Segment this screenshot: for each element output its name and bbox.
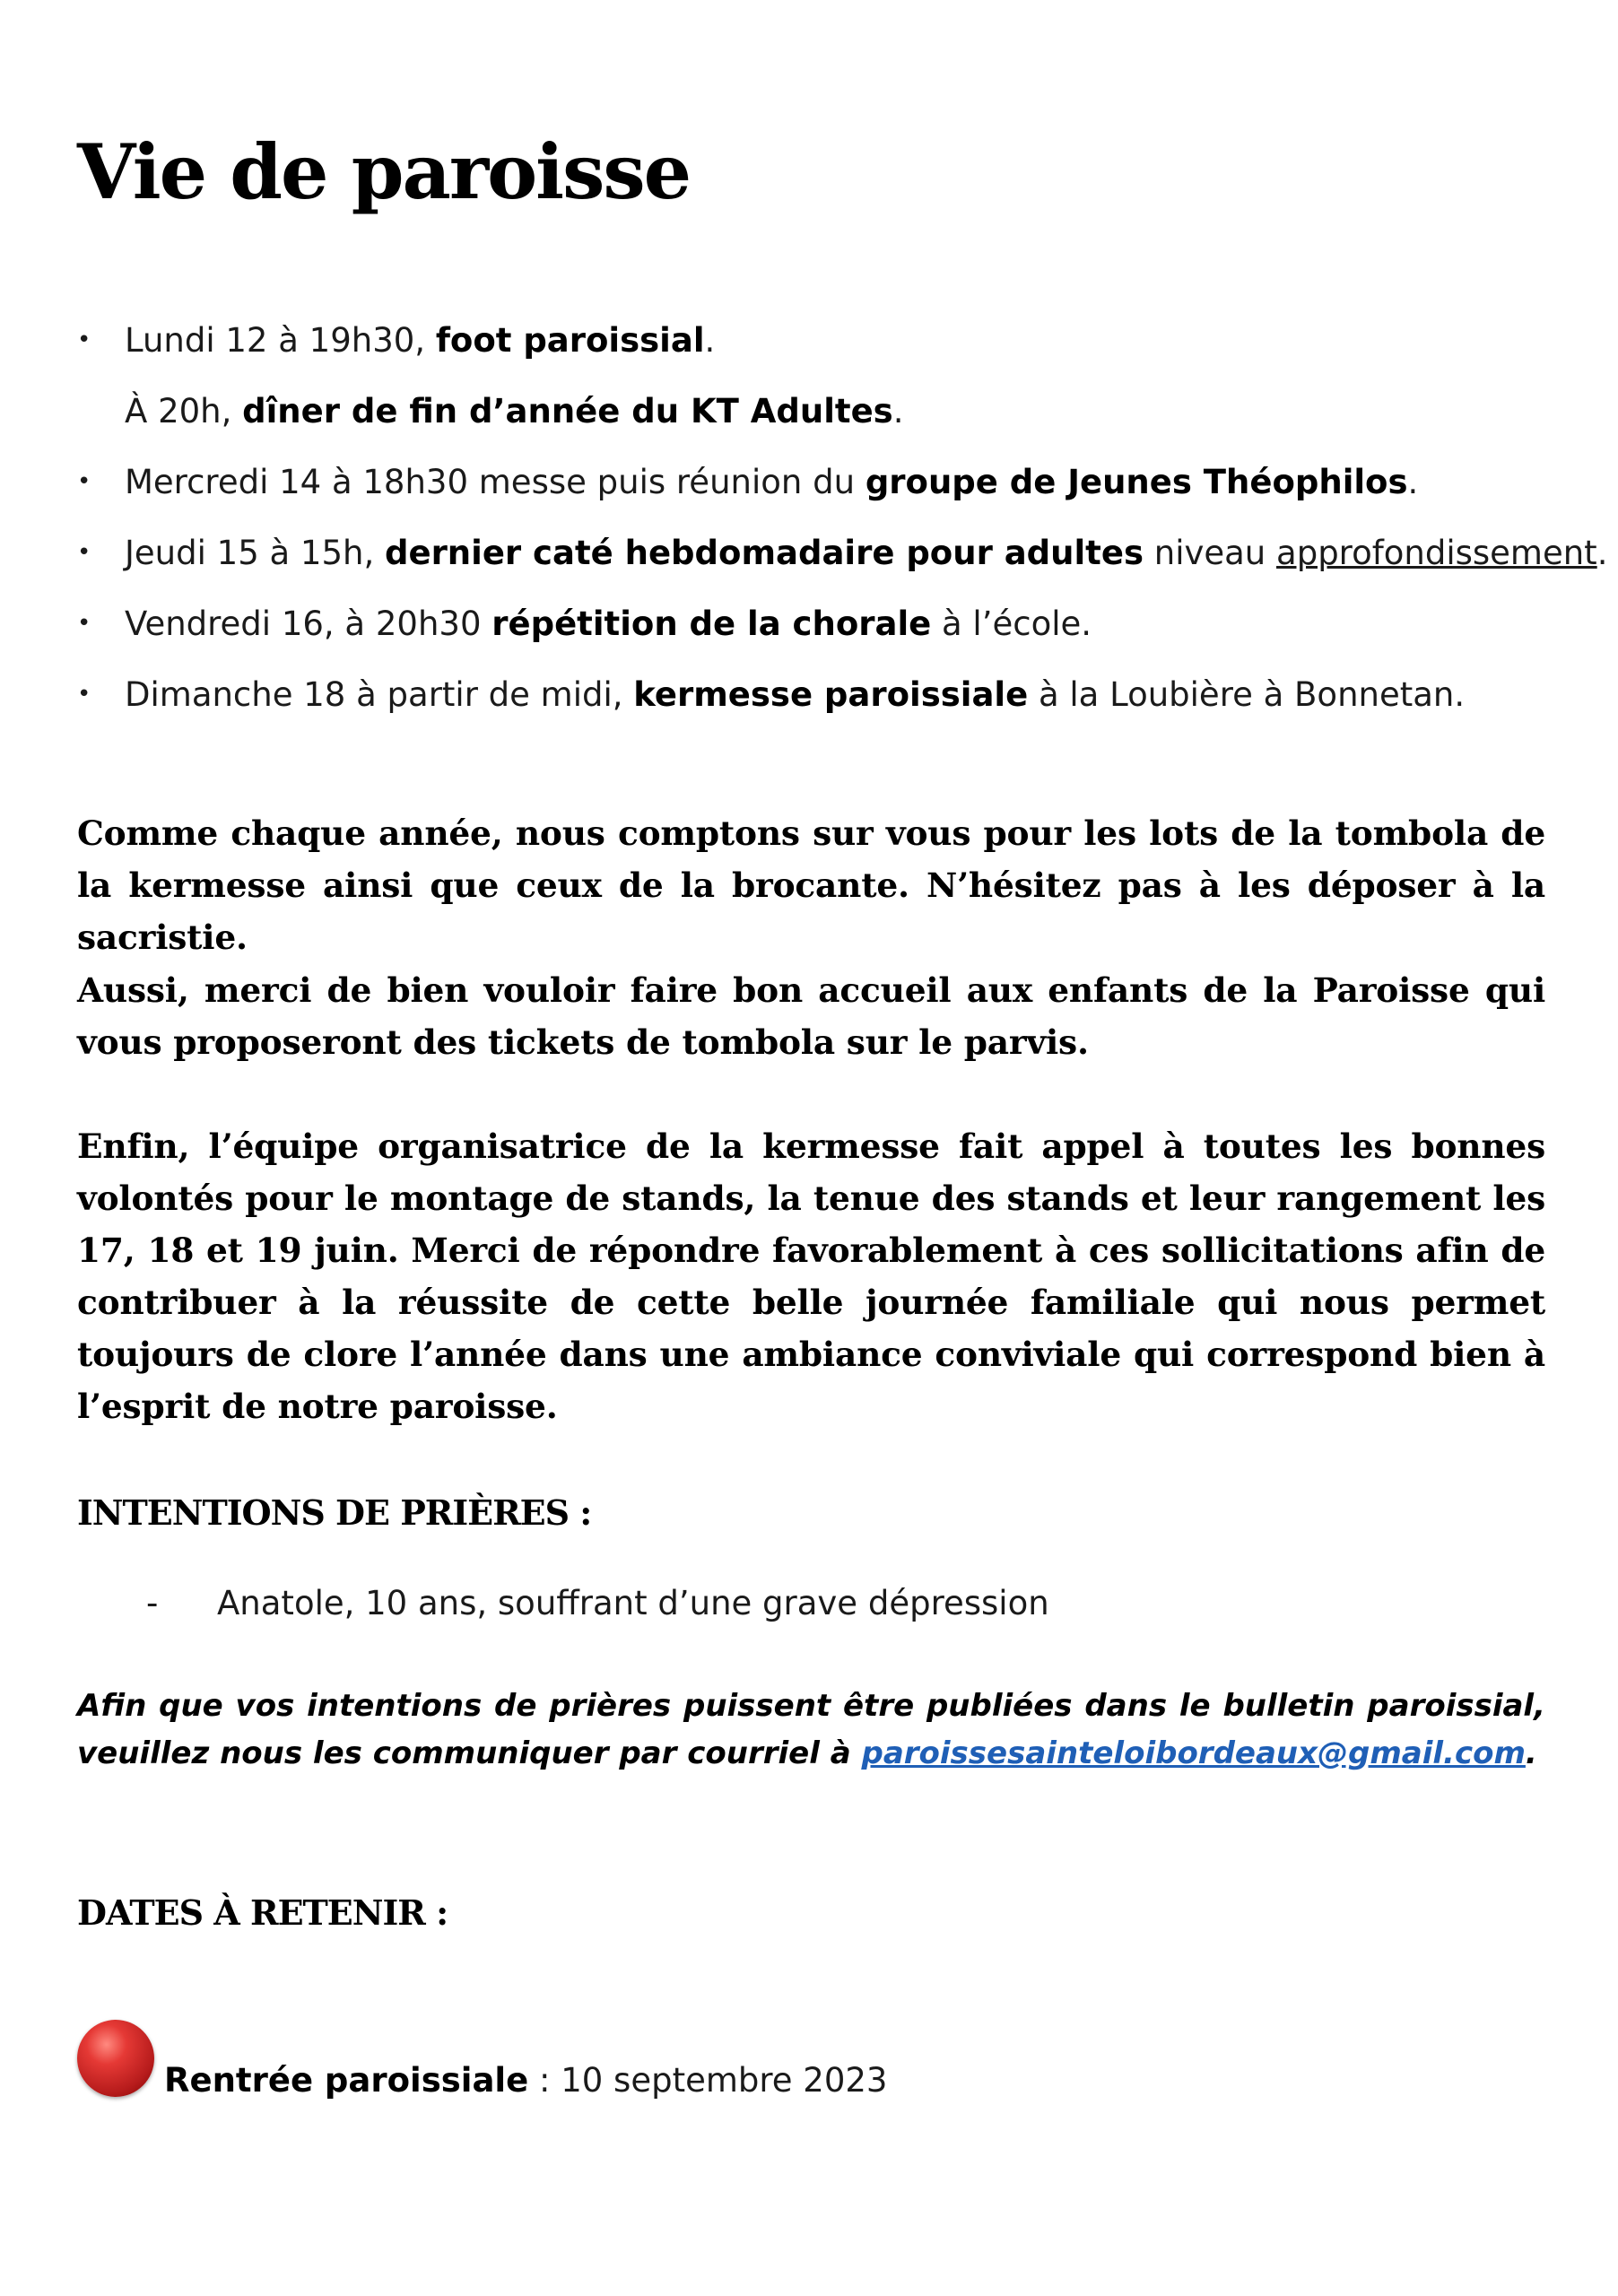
event-text: . [892,392,904,430]
intention-item [146,1584,1049,1622]
event-text: approfondissement [1276,534,1597,572]
intentions-note-text: Afin que vos intentions de prières puissent être publiées dans le bulletin paroissial, veuillez nous les communiquer par courriel à [77,1688,1545,1771]
event-item [77,517,1608,588]
email-link[interactable]: paroissesainteloibordeaux@gmail.com [861,1735,1526,1771]
bullet-marker: • [77,610,91,637]
page-title: Vie de paroisse [77,127,691,216]
date-item-label: Rentrée paroissiale [164,2061,529,2100]
event-item [77,447,1548,517]
event-item [77,305,1548,376]
event-item [77,376,1548,447]
event-text: . [1596,534,1608,572]
intentions-note [77,1683,1545,1778]
event-highlight: groupe de Jeunes Théophilos [865,463,1408,501]
red-circle-icon [77,2020,154,2097]
event-text: Dimanche 18 à partir de midi, [125,675,634,714]
date-item-value: 10 septembre 2023 [561,2061,888,2100]
bullet-marker: • [77,539,91,566]
events-list [77,305,1608,730]
event-text: . [1407,463,1419,501]
intention-text: Anatole, 10 ans, souffrant d’une grave dépression [217,1584,1049,1622]
paragraph-volunteers: Enfin, l’équipe organisatrice de la kermesse fait appel à toutes les bonnes volontés pour le montage de stands, la tenue des stands et leur rangement les 17, 18 et 19 juin. Merci de répondre favorablement à ces sollicitations afin de contribuer à la réussite de cette belle journée familiale qui nous permet toujours de clore l’année dans une ambiance conviviale qui correspond bien à l’esprit de notre paroisse. [77,1126,1545,1426]
event-text: Mercredi 14 à 18h30 messe puis réunion du [125,463,866,501]
event-item [77,659,1548,730]
paragraph-tombola-lots: Comme chaque année, nous comptons sur vous pour les lots de la tombola de la kermesse ainsi que ceux de la brocante. N’hésitez pas à les déposer à la sacristie. [77,813,1545,957]
event-highlight: kermesse paroissiale [633,675,1029,714]
paragraph-tickets-tombola: Aussi, merci de bien vouloir faire bon accueil aux enfants de la Paroisse qui vous proposeront des tickets de tombola sur le parvis. [77,970,1545,1062]
event-highlight: dîner de fin d’année du KT Adultes [242,392,893,430]
dash-marker: - [146,1584,159,1622]
bullet-marker: • [77,681,91,708]
event-text: niveau [1143,534,1277,572]
event-text: à la Loubière à Bonnetan. [1028,675,1466,714]
bullet-marker: • [77,468,91,495]
event-text: Jeudi 15 à 15h, [125,534,385,572]
dates-heading: DATES À RETENIR : [77,1892,448,1933]
intentions-note-end: . [1525,1735,1537,1771]
event-item [77,588,1548,659]
event-text: À 20h, [125,392,243,430]
event-text: à l’école. [931,604,1092,643]
bullet-marker: • [77,326,91,353]
intentions-heading: INTENTIONS DE PRIÈRES : [77,1492,592,1533]
event-text: Vendredi 16, à 20h30 [125,604,492,643]
event-text: Lundi 12 à 19h30, [125,321,436,360]
event-highlight: répétition de la chorale [491,604,932,643]
date-item-rentree [164,2061,887,2100]
date-item-separator: : [528,2061,561,2100]
event-highlight: dernier caté hebdomadaire pour adultes [384,534,1144,572]
event-highlight: foot paroissial [435,321,705,360]
event-text: . [704,321,716,360]
